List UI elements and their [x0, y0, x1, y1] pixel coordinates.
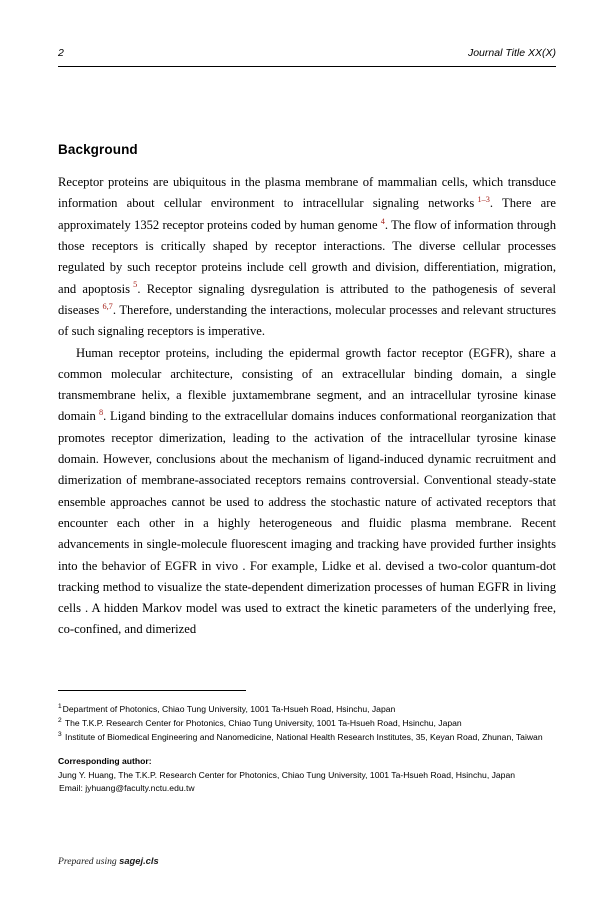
section-heading: Background	[58, 142, 138, 157]
corresponding-author-address: Jung Y. Huang, The T.K.P. Research Center for Photonics, Chiao Tung University, 1001 Ta-Hsueh Road, Hsinchu, Japan	[58, 769, 516, 780]
citation-link[interactable]: 5	[133, 280, 138, 290]
affiliation-marker: 3	[58, 730, 62, 738]
corresponding-author-email: Email: jyhuang@faculty.nctu.edu.tw	[59, 782, 195, 793]
affiliation-list	[58, 703, 558, 744]
paragraph-list	[58, 172, 556, 641]
affiliation-marker: 1	[58, 703, 62, 711]
text-column	[58, 142, 556, 641]
journal-title: Journal Title XX(X)	[467, 47, 556, 59]
paragraph-2: Human receptor proteins, including the epidermal growth factor receptor (EGFR), share a common molecular architecture, consisting of an extracellular binding domain, a single transmembrane helix, a flexible juxtamembrane segment, and an intracellular tyrosine kinase domain $^8$. Ligand binding to the extracellular domains induces conformational reorganization that promotes receptor dimerization, leading to the activation of the intracellular tyrosine kinase domain. However, conclusions about the mechanism of ligand-induced dynamic recruitment and dimerization of membrane-associated receptors remains controversial. Conventional steady-state ensemble approaches cannot be used to address the stochastic nature of activated receptors that encounter each other in a highly heterogeneous and fluidic plasma membrane. Recent advancements in single-molecule fluorescent imaging and tracking have provided further insights into the behavior of EGFR in vivo . For example, Lidke et al. devised a two-color quantum-dot tracking method to visualize the state-dependent dimerization processes of human EGFR in living cells . A hidden Markov model was used to extract the kinetic parameters of the underlying free, co-confined, and dimerized	[58, 345, 556, 637]
running-head	[58, 47, 556, 59]
footer-prepared-label: Prepared using	[58, 856, 120, 867]
page-number: 2	[58, 47, 64, 59]
footnote-divider	[58, 690, 246, 691]
footnote-block	[58, 703, 558, 795]
citation-link[interactable]: 1–3	[477, 195, 490, 205]
header-divider	[58, 66, 556, 67]
affiliation-marker: 2	[58, 716, 62, 724]
paragraph-1: Receptor proteins are ubiquitous in the plasma membrane of mammalian cells, which transduce information about cellular environment to intracellular signaling networks $^{1-3}$. There are approximately 1352 receptor proteins coded by human genome $^4$. The flow of information through those receptors is critically shaped by receptor interactions. The diverse cellular processes regulated by such receptor proteins include cell growth and division, differentiation, migration, and apoptosis $^5$. Receptor signaling dysregulation is attributed to the pathogenesis of several diseases $^{6,7}$. Therefore, understanding the interactions, molecular processes and relevant structures of such signaling receptors is imperative.	[58, 175, 556, 339]
corresponding-author-block	[58, 755, 558, 795]
footer-class-file: sagej.cls	[119, 855, 159, 866]
citation-link[interactable]: 6,7	[102, 301, 113, 311]
affiliation-item: $^1$Department of Photonics, Chiao Tung University, 1001 Ta-Hsueh Road, Hsinchu, Japan	[58, 703, 396, 714]
page-footer	[58, 855, 159, 867]
affiliation-item: $^3$ Institute of Biomedical Engineering and Nanomedicine, National Health Research Institutes, 35, Keyan Road, Zhunan, Taiwan	[58, 730, 543, 742]
affiliation-item: $^2$ The T.K.P. Research Center for Photonics, Chiao Tung University, 1001 Ta-Hsueh Road, Hsinchu, Japan	[58, 716, 462, 728]
citation-link[interactable]: 4	[380, 216, 385, 226]
citation-link[interactable]: 8	[98, 408, 104, 418]
corresponding-author-title: Corresponding author:	[58, 755, 152, 766]
